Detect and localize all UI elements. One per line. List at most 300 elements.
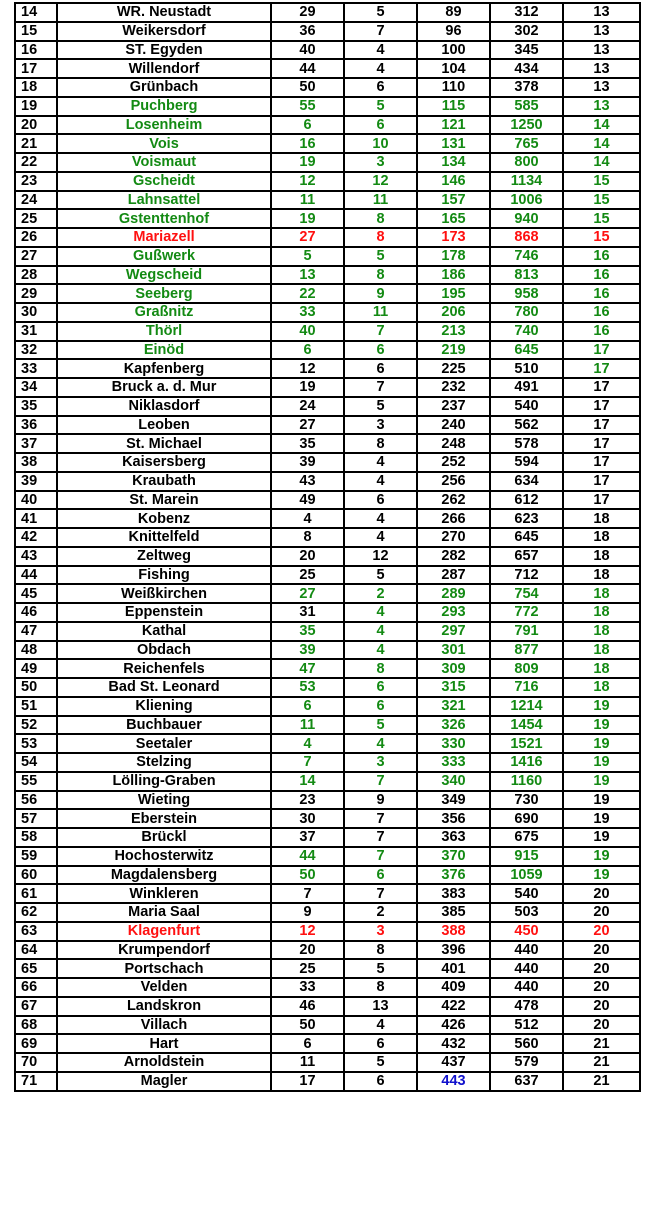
stage-number-cell: 61 bbox=[15, 884, 57, 903]
stage-number-cell: 70 bbox=[15, 1053, 57, 1072]
place-name-cell: Knittelfeld bbox=[57, 528, 271, 547]
place-name-cell: Krumpendorf bbox=[57, 941, 271, 960]
day-cell: 16 bbox=[563, 303, 640, 322]
cumulative-km-cell: 330 bbox=[417, 734, 490, 753]
cumulative-km-cell: 340 bbox=[417, 772, 490, 791]
elevation-cell: 1521 bbox=[490, 734, 563, 753]
day-cell: 14 bbox=[563, 153, 640, 172]
day-cell: 18 bbox=[563, 584, 640, 603]
table-row bbox=[15, 1034, 640, 1053]
table-row bbox=[15, 772, 640, 791]
day-cell: 19 bbox=[563, 847, 640, 866]
day-cell: 17 bbox=[563, 378, 640, 397]
table-row bbox=[15, 584, 640, 603]
distance-cell: 6 bbox=[271, 1034, 344, 1053]
place-name-cell: Kliening bbox=[57, 697, 271, 716]
distance-cell: 24 bbox=[271, 397, 344, 416]
elevation-cell: 512 bbox=[490, 1016, 563, 1035]
day-cell: 16 bbox=[563, 247, 640, 266]
table-row bbox=[15, 41, 640, 60]
table-row bbox=[15, 116, 640, 135]
distance-cell: 7 bbox=[271, 753, 344, 772]
distance-cell: 35 bbox=[271, 434, 344, 453]
place-name-cell: Kathal bbox=[57, 622, 271, 641]
place-name-cell: Arnoldstein bbox=[57, 1053, 271, 1072]
stage-number-cell: 46 bbox=[15, 603, 57, 622]
stage-number-cell: 43 bbox=[15, 547, 57, 566]
cumulative-km-cell: 186 bbox=[417, 266, 490, 285]
day-cell: 17 bbox=[563, 434, 640, 453]
segment-cell: 5 bbox=[344, 1053, 417, 1072]
segment-cell: 9 bbox=[344, 284, 417, 303]
cumulative-km-cell: 388 bbox=[417, 922, 490, 941]
distance-cell: 11 bbox=[271, 191, 344, 210]
place-name-cell: Voismaut bbox=[57, 153, 271, 172]
elevation-cell: 800 bbox=[490, 153, 563, 172]
cumulative-km-cell: 321 bbox=[417, 697, 490, 716]
cumulative-km-cell: 115 bbox=[417, 97, 490, 116]
route-table bbox=[14, 2, 641, 1092]
place-name-cell: Eberstein bbox=[57, 809, 271, 828]
place-name-cell: Puchberg bbox=[57, 97, 271, 116]
day-cell: 17 bbox=[563, 416, 640, 435]
place-name-cell: WR. Neustadt bbox=[57, 3, 271, 22]
stage-number-cell: 49 bbox=[15, 659, 57, 678]
segment-cell: 6 bbox=[344, 116, 417, 135]
day-cell: 17 bbox=[563, 359, 640, 378]
day-cell: 16 bbox=[563, 284, 640, 303]
distance-cell: 25 bbox=[271, 566, 344, 585]
route-table-body bbox=[15, 3, 640, 1091]
cumulative-km-cell: 240 bbox=[417, 416, 490, 435]
distance-cell: 30 bbox=[271, 809, 344, 828]
segment-cell: 5 bbox=[344, 566, 417, 585]
stage-number-cell: 25 bbox=[15, 209, 57, 228]
day-cell: 15 bbox=[563, 228, 640, 247]
distance-cell: 40 bbox=[271, 322, 344, 341]
elevation-cell: 772 bbox=[490, 603, 563, 622]
elevation-cell: 1250 bbox=[490, 116, 563, 135]
stage-number-cell: 55 bbox=[15, 772, 57, 791]
table-row bbox=[15, 397, 640, 416]
day-cell: 18 bbox=[563, 659, 640, 678]
distance-cell: 23 bbox=[271, 791, 344, 810]
place-name-cell: Einöd bbox=[57, 341, 271, 360]
day-cell: 19 bbox=[563, 866, 640, 885]
elevation-cell: 612 bbox=[490, 491, 563, 510]
segment-cell: 5 bbox=[344, 97, 417, 116]
cumulative-km-cell: 287 bbox=[417, 566, 490, 585]
place-name-cell: Brückl bbox=[57, 828, 271, 847]
table-row bbox=[15, 659, 640, 678]
elevation-cell: 1454 bbox=[490, 716, 563, 735]
distance-cell: 19 bbox=[271, 153, 344, 172]
day-cell: 19 bbox=[563, 734, 640, 753]
elevation-cell: 578 bbox=[490, 434, 563, 453]
stage-number-cell: 24 bbox=[15, 191, 57, 210]
elevation-cell: 657 bbox=[490, 547, 563, 566]
segment-cell: 4 bbox=[344, 622, 417, 641]
stage-number-cell: 36 bbox=[15, 416, 57, 435]
day-cell: 21 bbox=[563, 1053, 640, 1072]
distance-cell: 22 bbox=[271, 284, 344, 303]
day-cell: 13 bbox=[563, 41, 640, 60]
day-cell: 20 bbox=[563, 922, 640, 941]
day-cell: 13 bbox=[563, 59, 640, 78]
cumulative-km-cell: 110 bbox=[417, 78, 490, 97]
cumulative-km-cell: 297 bbox=[417, 622, 490, 641]
segment-cell: 6 bbox=[344, 697, 417, 716]
elevation-cell: 450 bbox=[490, 922, 563, 941]
table-row bbox=[15, 97, 640, 116]
place-name-cell: Buchbauer bbox=[57, 716, 271, 735]
stage-number-cell: 47 bbox=[15, 622, 57, 641]
elevation-cell: 540 bbox=[490, 884, 563, 903]
day-cell: 18 bbox=[563, 622, 640, 641]
distance-cell: 43 bbox=[271, 472, 344, 491]
day-cell: 20 bbox=[563, 941, 640, 960]
place-name-cell: Leoben bbox=[57, 416, 271, 435]
day-cell: 19 bbox=[563, 828, 640, 847]
cumulative-km-cell: 266 bbox=[417, 509, 490, 528]
stage-number-cell: 42 bbox=[15, 528, 57, 547]
day-cell: 18 bbox=[563, 528, 640, 547]
elevation-cell: 868 bbox=[490, 228, 563, 247]
table-row bbox=[15, 1072, 640, 1091]
day-cell: 13 bbox=[563, 97, 640, 116]
segment-cell: 7 bbox=[344, 884, 417, 903]
segment-cell: 3 bbox=[344, 153, 417, 172]
distance-cell: 36 bbox=[271, 22, 344, 41]
table-row bbox=[15, 884, 640, 903]
segment-cell: 6 bbox=[344, 359, 417, 378]
segment-cell: 5 bbox=[344, 397, 417, 416]
place-name-cell: Niklasdorf bbox=[57, 397, 271, 416]
distance-cell: 19 bbox=[271, 378, 344, 397]
distance-cell: 4 bbox=[271, 509, 344, 528]
place-name-cell: Bruck a. d. Mur bbox=[57, 378, 271, 397]
table-row bbox=[15, 528, 640, 547]
elevation-cell: 579 bbox=[490, 1053, 563, 1072]
segment-cell: 7 bbox=[344, 322, 417, 341]
day-cell: 17 bbox=[563, 397, 640, 416]
place-name-cell: Hart bbox=[57, 1034, 271, 1053]
table-row bbox=[15, 172, 640, 191]
cumulative-km-cell: 437 bbox=[417, 1053, 490, 1072]
distance-cell: 13 bbox=[271, 266, 344, 285]
stage-number-cell: 30 bbox=[15, 303, 57, 322]
elevation-cell: 791 bbox=[490, 622, 563, 641]
table-row bbox=[15, 359, 640, 378]
cumulative-km-cell: 213 bbox=[417, 322, 490, 341]
place-name-cell: Klagenfurt bbox=[57, 922, 271, 941]
day-cell: 21 bbox=[563, 1034, 640, 1053]
cumulative-km-cell: 301 bbox=[417, 641, 490, 660]
cumulative-km-cell: 356 bbox=[417, 809, 490, 828]
segment-cell: 4 bbox=[344, 41, 417, 60]
distance-cell: 20 bbox=[271, 941, 344, 960]
table-row bbox=[15, 941, 640, 960]
stage-number-cell: 27 bbox=[15, 247, 57, 266]
place-name-cell: ST. Egyden bbox=[57, 41, 271, 60]
elevation-cell: 440 bbox=[490, 978, 563, 997]
place-name-cell: Wieting bbox=[57, 791, 271, 810]
segment-cell: 4 bbox=[344, 1016, 417, 1035]
stage-number-cell: 62 bbox=[15, 903, 57, 922]
distance-cell: 7 bbox=[271, 884, 344, 903]
stage-number-cell: 28 bbox=[15, 266, 57, 285]
table-row bbox=[15, 791, 640, 810]
stage-number-cell: 41 bbox=[15, 509, 57, 528]
stage-number-cell: 26 bbox=[15, 228, 57, 247]
elevation-cell: 1160 bbox=[490, 772, 563, 791]
place-name-cell: Zeltweg bbox=[57, 547, 271, 566]
cumulative-km-cell: 309 bbox=[417, 659, 490, 678]
table-row bbox=[15, 434, 640, 453]
stage-number-cell: 22 bbox=[15, 153, 57, 172]
cumulative-km-cell: 206 bbox=[417, 303, 490, 322]
table-row bbox=[15, 209, 640, 228]
stage-number-cell: 54 bbox=[15, 753, 57, 772]
elevation-cell: 712 bbox=[490, 566, 563, 585]
table-row bbox=[15, 678, 640, 697]
table-row bbox=[15, 978, 640, 997]
place-name-cell: Wegscheid bbox=[57, 266, 271, 285]
distance-cell: 53 bbox=[271, 678, 344, 697]
cumulative-km-cell: 104 bbox=[417, 59, 490, 78]
day-cell: 18 bbox=[563, 566, 640, 585]
place-name-cell: Magdalensberg bbox=[57, 866, 271, 885]
stage-number-cell: 48 bbox=[15, 641, 57, 660]
cumulative-km-cell: 121 bbox=[417, 116, 490, 135]
cumulative-km-cell: 131 bbox=[417, 134, 490, 153]
table-row bbox=[15, 22, 640, 41]
place-name-cell: Velden bbox=[57, 978, 271, 997]
segment-cell: 8 bbox=[344, 228, 417, 247]
distance-cell: 44 bbox=[271, 59, 344, 78]
segment-cell: 4 bbox=[344, 453, 417, 472]
day-cell: 17 bbox=[563, 491, 640, 510]
distance-cell: 5 bbox=[271, 247, 344, 266]
segment-cell: 6 bbox=[344, 866, 417, 885]
stage-number-cell: 52 bbox=[15, 716, 57, 735]
elevation-cell: 675 bbox=[490, 828, 563, 847]
stage-number-cell: 39 bbox=[15, 472, 57, 491]
cumulative-km-cell: 370 bbox=[417, 847, 490, 866]
cumulative-km-cell: 383 bbox=[417, 884, 490, 903]
cumulative-km-cell: 225 bbox=[417, 359, 490, 378]
day-cell: 17 bbox=[563, 341, 640, 360]
day-cell: 15 bbox=[563, 172, 640, 191]
table-row bbox=[15, 828, 640, 847]
place-name-cell: Stelzing bbox=[57, 753, 271, 772]
segment-cell: 4 bbox=[344, 509, 417, 528]
table-row bbox=[15, 547, 640, 566]
cumulative-km-cell: 165 bbox=[417, 209, 490, 228]
cumulative-km-cell: 363 bbox=[417, 828, 490, 847]
place-name-cell: Weikersdorf bbox=[57, 22, 271, 41]
table-row bbox=[15, 416, 640, 435]
segment-cell: 3 bbox=[344, 416, 417, 435]
cumulative-km-cell: 422 bbox=[417, 997, 490, 1016]
day-cell: 19 bbox=[563, 753, 640, 772]
segment-cell: 8 bbox=[344, 434, 417, 453]
distance-cell: 50 bbox=[271, 78, 344, 97]
table-row bbox=[15, 153, 640, 172]
place-name-cell: Grünbach bbox=[57, 78, 271, 97]
elevation-cell: 645 bbox=[490, 341, 563, 360]
elevation-cell: 345 bbox=[490, 41, 563, 60]
cumulative-km-cell: 237 bbox=[417, 397, 490, 416]
distance-cell: 33 bbox=[271, 978, 344, 997]
stage-number-cell: 68 bbox=[15, 1016, 57, 1035]
elevation-cell: 915 bbox=[490, 847, 563, 866]
table-row bbox=[15, 866, 640, 885]
cumulative-km-cell: 426 bbox=[417, 1016, 490, 1035]
table-row bbox=[15, 566, 640, 585]
day-cell: 16 bbox=[563, 266, 640, 285]
place-name-cell: Vois bbox=[57, 134, 271, 153]
distance-cell: 35 bbox=[271, 622, 344, 641]
segment-cell: 5 bbox=[344, 247, 417, 266]
day-cell: 21 bbox=[563, 1072, 640, 1091]
elevation-cell: 560 bbox=[490, 1034, 563, 1053]
table-row bbox=[15, 134, 640, 153]
segment-cell: 9 bbox=[344, 791, 417, 810]
elevation-cell: 312 bbox=[490, 3, 563, 22]
cumulative-km-cell: 333 bbox=[417, 753, 490, 772]
segment-cell: 5 bbox=[344, 716, 417, 735]
stage-number-cell: 71 bbox=[15, 1072, 57, 1091]
distance-cell: 39 bbox=[271, 453, 344, 472]
stage-number-cell: 33 bbox=[15, 359, 57, 378]
elevation-cell: 634 bbox=[490, 472, 563, 491]
elevation-cell: 740 bbox=[490, 322, 563, 341]
elevation-cell: 746 bbox=[490, 247, 563, 266]
day-cell: 18 bbox=[563, 509, 640, 528]
cumulative-km-cell: 432 bbox=[417, 1034, 490, 1053]
cumulative-km-cell: 146 bbox=[417, 172, 490, 191]
table-row bbox=[15, 303, 640, 322]
distance-cell: 50 bbox=[271, 866, 344, 885]
table-row bbox=[15, 903, 640, 922]
distance-cell: 37 bbox=[271, 828, 344, 847]
elevation-cell: 562 bbox=[490, 416, 563, 435]
stage-number-cell: 35 bbox=[15, 397, 57, 416]
stage-number-cell: 32 bbox=[15, 341, 57, 360]
distance-cell: 46 bbox=[271, 997, 344, 1016]
day-cell: 18 bbox=[563, 547, 640, 566]
day-cell: 20 bbox=[563, 959, 640, 978]
day-cell: 14 bbox=[563, 134, 640, 153]
stage-number-cell: 59 bbox=[15, 847, 57, 866]
stage-number-cell: 64 bbox=[15, 941, 57, 960]
day-cell: 19 bbox=[563, 809, 640, 828]
segment-cell: 6 bbox=[344, 491, 417, 510]
segment-cell: 6 bbox=[344, 78, 417, 97]
segment-cell: 2 bbox=[344, 584, 417, 603]
stage-number-cell: 29 bbox=[15, 284, 57, 303]
stage-number-cell: 34 bbox=[15, 378, 57, 397]
place-name-cell: Obdach bbox=[57, 641, 271, 660]
segment-cell: 7 bbox=[344, 378, 417, 397]
segment-cell: 4 bbox=[344, 59, 417, 78]
day-cell: 15 bbox=[563, 191, 640, 210]
table-row bbox=[15, 997, 640, 1016]
day-cell: 20 bbox=[563, 978, 640, 997]
table-row bbox=[15, 322, 640, 341]
segment-cell: 4 bbox=[344, 528, 417, 547]
day-cell: 20 bbox=[563, 884, 640, 903]
segment-cell: 8 bbox=[344, 978, 417, 997]
elevation-cell: 585 bbox=[490, 97, 563, 116]
elevation-cell: 765 bbox=[490, 134, 563, 153]
table-row bbox=[15, 922, 640, 941]
place-name-cell: Mariazell bbox=[57, 228, 271, 247]
stage-number-cell: 18 bbox=[15, 78, 57, 97]
place-name-cell: Kapfenberg bbox=[57, 359, 271, 378]
distance-cell: 27 bbox=[271, 228, 344, 247]
cumulative-km-cell: 262 bbox=[417, 491, 490, 510]
segment-cell: 4 bbox=[344, 641, 417, 660]
stage-number-cell: 38 bbox=[15, 453, 57, 472]
day-cell: 19 bbox=[563, 697, 640, 716]
segment-cell: 5 bbox=[344, 3, 417, 22]
segment-cell: 12 bbox=[344, 172, 417, 191]
segment-cell: 5 bbox=[344, 959, 417, 978]
day-cell: 18 bbox=[563, 678, 640, 697]
day-cell: 20 bbox=[563, 1016, 640, 1035]
cumulative-km-cell: 195 bbox=[417, 284, 490, 303]
distance-cell: 27 bbox=[271, 416, 344, 435]
stage-number-cell: 16 bbox=[15, 41, 57, 60]
stage-number-cell: 19 bbox=[15, 97, 57, 116]
day-cell: 17 bbox=[563, 453, 640, 472]
cumulative-km-cell: 396 bbox=[417, 941, 490, 960]
distance-cell: 9 bbox=[271, 903, 344, 922]
table-row bbox=[15, 847, 640, 866]
cumulative-km-cell: 173 bbox=[417, 228, 490, 247]
segment-cell: 4 bbox=[344, 472, 417, 491]
day-cell: 13 bbox=[563, 78, 640, 97]
cumulative-km-cell: 315 bbox=[417, 678, 490, 697]
elevation-cell: 958 bbox=[490, 284, 563, 303]
segment-cell: 4 bbox=[344, 603, 417, 622]
stage-number-cell: 17 bbox=[15, 59, 57, 78]
stage-number-cell: 44 bbox=[15, 566, 57, 585]
stage-number-cell: 37 bbox=[15, 434, 57, 453]
distance-cell: 20 bbox=[271, 547, 344, 566]
day-cell: 20 bbox=[563, 903, 640, 922]
table-row bbox=[15, 59, 640, 78]
elevation-cell: 809 bbox=[490, 659, 563, 678]
place-name-cell: Graßnitz bbox=[57, 303, 271, 322]
place-name-cell: Villach bbox=[57, 1016, 271, 1035]
stage-number-cell: 69 bbox=[15, 1034, 57, 1053]
elevation-cell: 440 bbox=[490, 959, 563, 978]
distance-cell: 6 bbox=[271, 697, 344, 716]
cumulative-km-cell: 157 bbox=[417, 191, 490, 210]
cumulative-km-cell: 232 bbox=[417, 378, 490, 397]
place-name-cell: Willendorf bbox=[57, 59, 271, 78]
stage-number-cell: 63 bbox=[15, 922, 57, 941]
table-row bbox=[15, 734, 640, 753]
table-row bbox=[15, 472, 640, 491]
stage-number-cell: 65 bbox=[15, 959, 57, 978]
table-row bbox=[15, 228, 640, 247]
segment-cell: 6 bbox=[344, 678, 417, 697]
cumulative-km-cell: 178 bbox=[417, 247, 490, 266]
